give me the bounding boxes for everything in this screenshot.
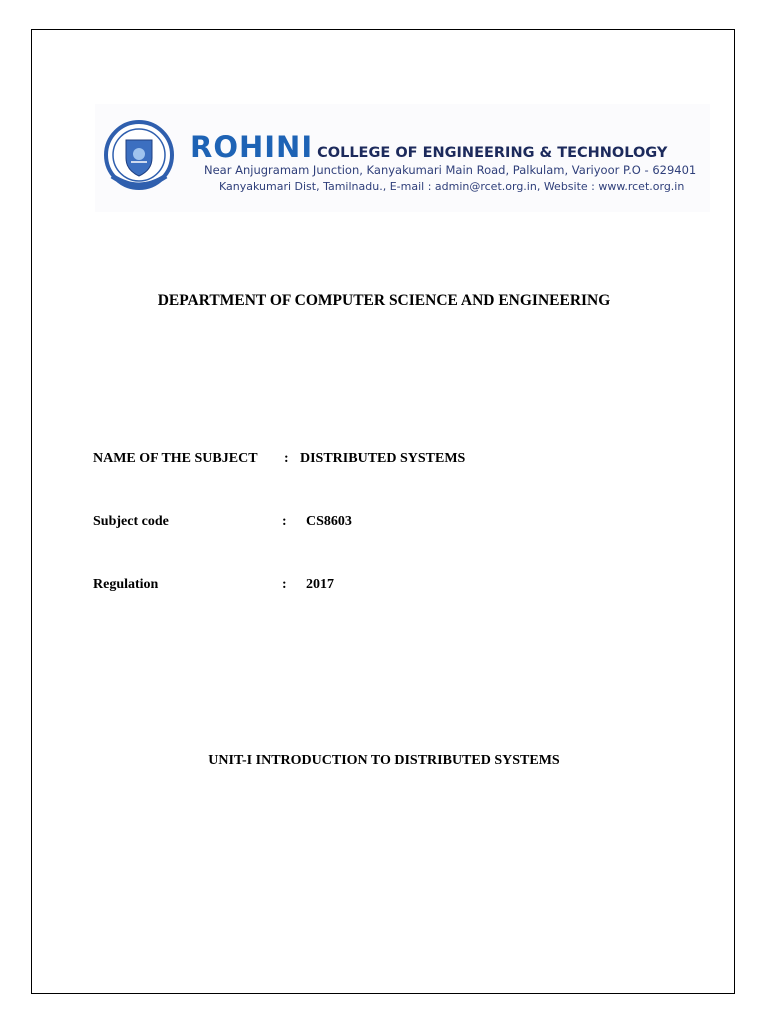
- address-line-2: Kanyakumari Dist, Tamilnadu., E-mail : admin@rcet.org.in, Website : www.rcet.org.in: [219, 180, 685, 193]
- subject-name-value: DISTRIBUTED SYSTEMS: [300, 451, 466, 466]
- subject-code-value: CS8603: [306, 514, 352, 529]
- college-emblem-icon: [102, 118, 176, 196]
- regulation-value: 2017: [306, 577, 334, 592]
- regulation-label: Regulation: [93, 577, 159, 592]
- college-name: [190, 130, 667, 164]
- subject-code-colon: :: [282, 514, 287, 529]
- regulation-colon: :: [282, 577, 287, 592]
- department-title: DEPARTMENT OF COMPUTER SCIENCE AND ENGINEERING: [157, 292, 611, 309]
- address-line-1: Near Anjugramam Junction, Kanyakumari Main Road, Palkulam, Variyoor P.O - 629401: [204, 163, 697, 177]
- brand-suffix: COLLEGE OF ENGINEERING & TECHNOLOGY: [317, 145, 668, 161]
- unit-title: UNIT-I INTRODUCTION TO DISTRIBUTED SYSTEMS: [208, 753, 560, 768]
- subject-name-colon: :: [284, 451, 289, 466]
- brand-name: ROHINI: [190, 130, 314, 164]
- subject-code-label: Subject code: [93, 514, 169, 529]
- subject-name-label: NAME OF THE SUBJECT: [93, 451, 258, 466]
